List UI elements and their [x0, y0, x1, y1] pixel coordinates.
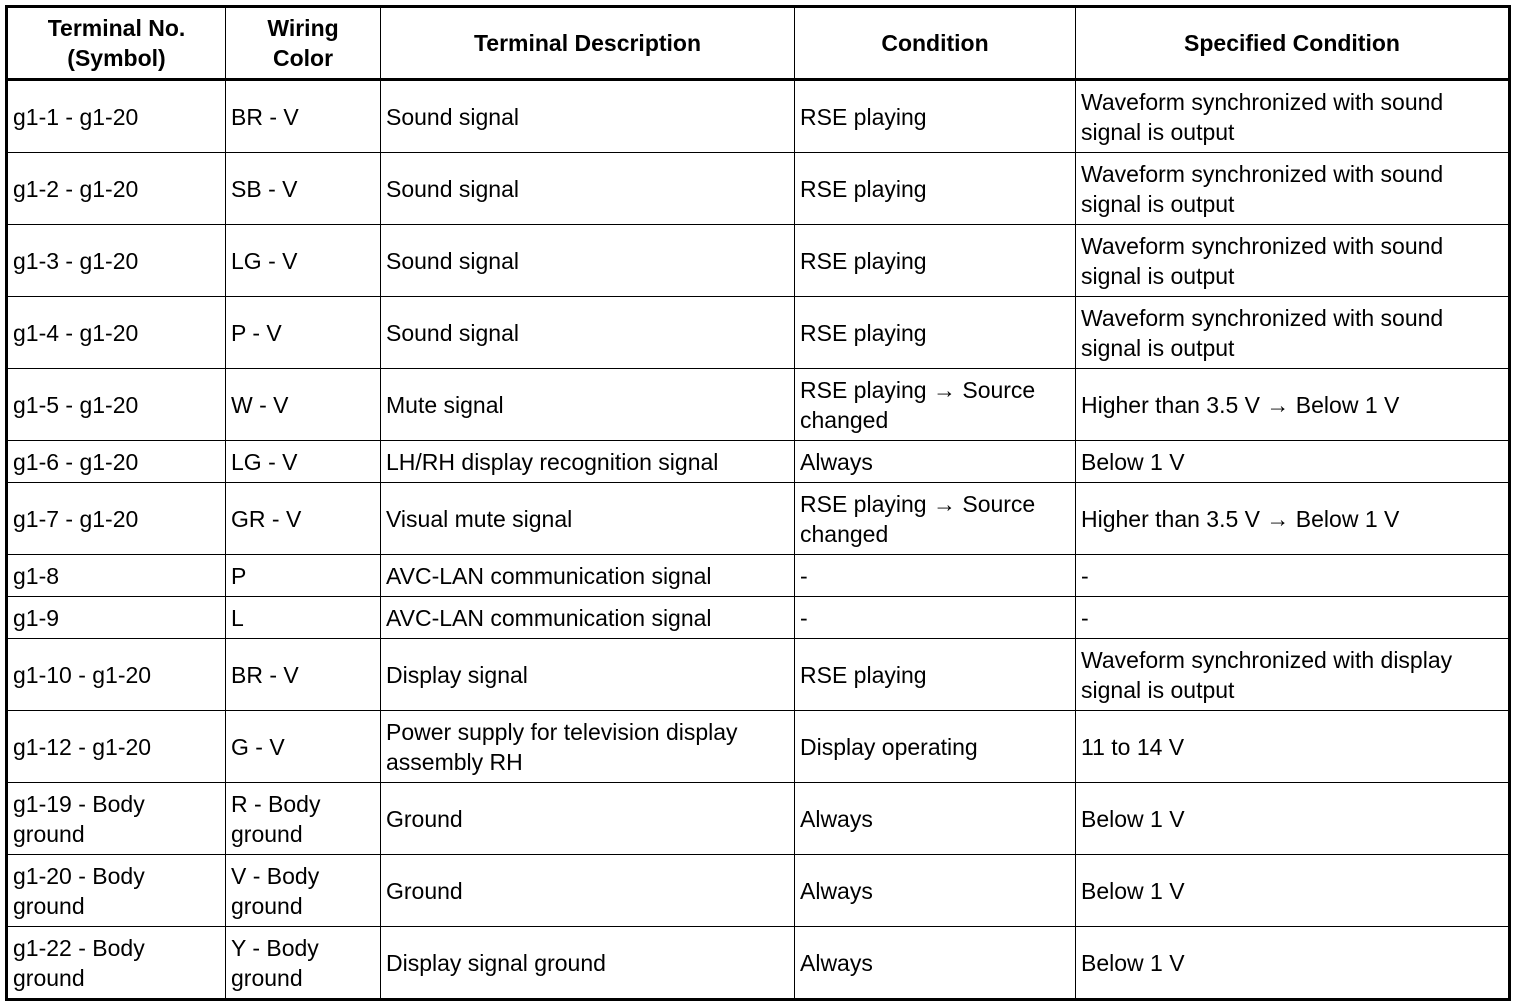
cell-wiring-color	[226, 441, 381, 483]
cell-condition	[795, 555, 1076, 597]
header-condition	[795, 7, 1076, 80]
table-row	[7, 369, 1510, 441]
cell-specified-condition	[1076, 483, 1510, 555]
table-row	[7, 153, 1510, 225]
cell-condition	[795, 783, 1076, 855]
cell-description	[381, 855, 795, 927]
cell-line: Below 1 V	[1081, 805, 1185, 832]
cell-line: ground	[231, 820, 303, 847]
cell-line: assembly RH	[386, 748, 523, 775]
cell-wiring-color	[226, 297, 381, 369]
cell-wiring-color	[226, 483, 381, 555]
cell-line: Display operating	[800, 733, 978, 760]
cell-line: g1-5 - g1-20	[13, 391, 139, 418]
cell-line: Sound signal	[386, 319, 519, 346]
cell-wiring-color	[226, 855, 381, 927]
cell-line: Ground	[386, 805, 463, 832]
header-specified-condition	[1076, 7, 1510, 80]
cell-condition	[795, 297, 1076, 369]
header-line: Color	[272, 45, 334, 71]
cell-line: Below 1 V	[1081, 448, 1185, 475]
cell-line: signal is output	[1081, 190, 1235, 217]
cell-description	[381, 483, 795, 555]
cell-line: Higher than 3.5 V → Below 1 V	[1081, 505, 1400, 532]
table-body	[7, 80, 1510, 1000]
cell-specified-condition	[1076, 855, 1510, 927]
cell-line: G - V	[231, 733, 285, 760]
header-wiring-color	[226, 7, 381, 80]
cell-specified-condition	[1076, 369, 1510, 441]
cell-wiring-color	[226, 80, 381, 153]
cell-terminal	[7, 297, 226, 369]
cell-specified-condition	[1076, 555, 1510, 597]
cell-line: -	[800, 604, 808, 631]
cell-line: RSE playing	[800, 319, 927, 346]
cell-description	[381, 369, 795, 441]
cell-terminal	[7, 369, 226, 441]
cell-line: L	[231, 604, 244, 631]
cell-line: Below 1 V	[1081, 949, 1185, 976]
table-row	[7, 555, 1510, 597]
header-row	[7, 7, 1510, 80]
table-row	[7, 80, 1510, 153]
cell-condition	[795, 855, 1076, 927]
cell-terminal	[7, 483, 226, 555]
cell-wiring-color	[226, 639, 381, 711]
cell-line: RSE playing	[800, 247, 927, 274]
cell-description	[381, 597, 795, 639]
cell-specified-condition	[1076, 597, 1510, 639]
cell-line: g1-6 - g1-20	[13, 448, 139, 475]
cell-line: ground	[231, 964, 303, 991]
cell-description	[381, 297, 795, 369]
cell-specified-condition	[1076, 927, 1510, 1000]
cell-line: Sound signal	[386, 175, 519, 202]
cell-line: ground	[13, 964, 85, 991]
cell-line: LG - V	[231, 247, 298, 274]
cell-line: g1-12 - g1-20	[13, 733, 152, 760]
header-line: Terminal Description	[473, 30, 702, 56]
cell-description	[381, 927, 795, 1000]
cell-line: Waveform synchronized with sound	[1081, 232, 1444, 259]
cell-description	[381, 153, 795, 225]
cell-specified-condition	[1076, 783, 1510, 855]
cell-description	[381, 555, 795, 597]
cell-line: Visual mute signal	[386, 505, 573, 532]
cell-line: -	[1081, 604, 1089, 631]
cell-wiring-color	[226, 597, 381, 639]
cell-line: RSE playing	[800, 661, 927, 688]
cell-wiring-color	[226, 153, 381, 225]
cell-line: RSE playing	[800, 103, 927, 130]
header-line: Terminal No.	[47, 15, 186, 41]
cell-specified-condition	[1076, 441, 1510, 483]
cell-wiring-color	[226, 783, 381, 855]
cell-condition	[795, 927, 1076, 1000]
cell-line: P	[231, 562, 247, 589]
table-row	[7, 639, 1510, 711]
cell-line: RSE playing → Source	[800, 490, 1036, 517]
cell-line: Always	[800, 877, 873, 904]
table-row	[7, 783, 1510, 855]
cell-line: Ground	[386, 877, 463, 904]
cell-description	[381, 711, 795, 783]
cell-line: changed	[800, 520, 889, 547]
cell-line: g1-9	[13, 604, 60, 631]
cell-line: LH/RH display recognition signal	[386, 448, 719, 475]
header-terminal-no	[7, 7, 226, 80]
cell-condition	[795, 225, 1076, 297]
cell-line: Below 1 V	[1081, 877, 1185, 904]
header-line: Wiring	[267, 15, 339, 41]
table-row	[7, 225, 1510, 297]
cell-line: W - V	[231, 391, 289, 418]
cell-description	[381, 639, 795, 711]
cell-line: -	[800, 562, 808, 589]
table-row	[7, 927, 1510, 1000]
cell-line: changed	[800, 406, 889, 433]
cell-line: Y - Body	[231, 934, 319, 961]
terminal-table	[5, 5, 1511, 1001]
cell-line: Sound signal	[386, 103, 519, 130]
table-row	[7, 855, 1510, 927]
cell-line: g1-8	[13, 562, 60, 589]
table-header	[7, 7, 1510, 80]
cell-condition	[795, 80, 1076, 153]
cell-line: signal is output	[1081, 334, 1235, 361]
cell-line: Waveform synchronized with display	[1081, 646, 1453, 673]
cell-line: g1-4 - g1-20	[13, 319, 139, 346]
cell-line: -	[1081, 562, 1089, 589]
cell-line: Sound signal	[386, 247, 519, 274]
cell-line: g1-22 - Body	[13, 934, 145, 961]
header-line: Condition	[881, 30, 989, 56]
cell-line: Always	[800, 949, 873, 976]
cell-line: RSE playing → Source	[800, 376, 1036, 403]
cell-wiring-color	[226, 225, 381, 297]
cell-line: AVC-LAN communication signal	[386, 604, 712, 631]
cell-line: GR - V	[231, 505, 302, 532]
cell-line: signal is output	[1081, 118, 1235, 145]
cell-line: Always	[800, 805, 873, 832]
cell-line: g1-2 - g1-20	[13, 175, 139, 202]
cell-wiring-color	[226, 927, 381, 1000]
cell-terminal	[7, 639, 226, 711]
cell-terminal	[7, 153, 226, 225]
cell-line: g1-10 - g1-20	[13, 661, 152, 688]
cell-wiring-color	[226, 369, 381, 441]
header-line: Specified Condition	[1184, 30, 1400, 56]
cell-terminal	[7, 597, 226, 639]
header-line: (Symbol)	[67, 45, 166, 71]
cell-terminal	[7, 80, 226, 153]
cell-terminal	[7, 711, 226, 783]
cell-terminal	[7, 927, 226, 1000]
cell-condition	[795, 597, 1076, 639]
cell-condition	[795, 483, 1076, 555]
cell-line: AVC-LAN communication signal	[386, 562, 712, 589]
cell-specified-condition	[1076, 80, 1510, 153]
cell-terminal	[7, 225, 226, 297]
cell-line: V - Body	[231, 862, 320, 889]
cell-description	[381, 783, 795, 855]
header-terminal-description	[381, 7, 795, 80]
cell-line: g1-7 - g1-20	[13, 505, 139, 532]
cell-line: 11 to 14 V	[1081, 733, 1185, 760]
table-row	[7, 297, 1510, 369]
cell-line: LG - V	[231, 448, 298, 475]
cell-line: BR - V	[231, 103, 299, 130]
table-row	[7, 711, 1510, 783]
cell-line: ground	[231, 892, 303, 919]
cell-line: Waveform synchronized with sound	[1081, 160, 1444, 187]
cell-description	[381, 225, 795, 297]
cell-specified-condition	[1076, 711, 1510, 783]
cell-description	[381, 80, 795, 153]
cell-line: RSE playing	[800, 175, 927, 202]
cell-line: Power supply for television display	[386, 718, 738, 745]
cell-condition	[795, 441, 1076, 483]
cell-wiring-color	[226, 711, 381, 783]
cell-specified-condition	[1076, 639, 1510, 711]
cell-condition	[795, 369, 1076, 441]
cell-line: ground	[13, 892, 85, 919]
cell-line: Waveform synchronized with sound	[1081, 304, 1444, 331]
cell-wiring-color	[226, 555, 381, 597]
cell-line: Mute signal	[386, 391, 504, 418]
cell-terminal	[7, 783, 226, 855]
cell-terminal	[7, 555, 226, 597]
cell-line: R - Body	[231, 790, 321, 817]
cell-line: SB - V	[231, 175, 298, 202]
cell-terminal	[7, 855, 226, 927]
table-row	[7, 441, 1510, 483]
table-row	[7, 597, 1510, 639]
cell-specified-condition	[1076, 297, 1510, 369]
cell-line: g1-19 - Body	[13, 790, 145, 817]
table-row	[7, 483, 1510, 555]
cell-specified-condition	[1076, 153, 1510, 225]
cell-line: g1-1 - g1-20	[13, 103, 139, 130]
cell-line: signal is output	[1081, 676, 1235, 703]
cell-condition	[795, 639, 1076, 711]
cell-terminal	[7, 441, 226, 483]
cell-line: Higher than 3.5 V → Below 1 V	[1081, 391, 1400, 418]
cell-line: BR - V	[231, 661, 299, 688]
cell-condition	[795, 711, 1076, 783]
cell-description	[381, 441, 795, 483]
cell-line: Display signal	[386, 661, 528, 688]
cell-line: P - V	[231, 319, 282, 346]
cell-line: Always	[800, 448, 873, 475]
cell-line: Waveform synchronized with sound	[1081, 88, 1444, 115]
cell-line: Display signal ground	[386, 949, 606, 976]
cell-line: g1-3 - g1-20	[13, 247, 139, 274]
cell-condition	[795, 153, 1076, 225]
cell-line: g1-20 - Body	[13, 862, 145, 889]
cell-line: ground	[13, 820, 85, 847]
cell-line: signal is output	[1081, 262, 1235, 289]
cell-specified-condition	[1076, 225, 1510, 297]
